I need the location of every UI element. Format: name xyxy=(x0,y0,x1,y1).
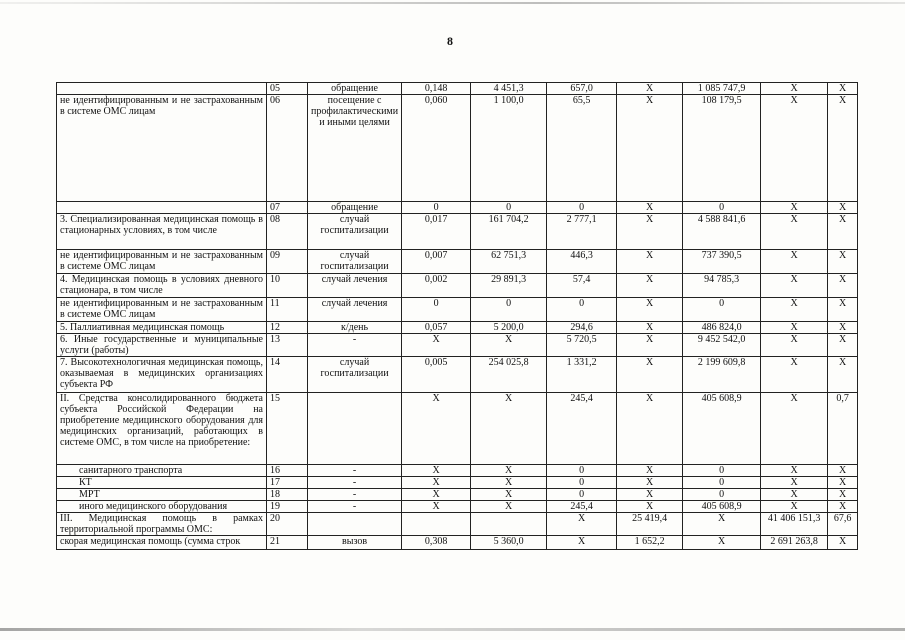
table-row xyxy=(57,83,858,95)
row-volume-norm: 0,005 xyxy=(402,357,471,393)
row-name: III. Медицинская помощь в рамках территориальной программы ОМС: xyxy=(57,513,267,536)
row-cost-norm: Х xyxy=(471,334,547,357)
row-per-capita-budget: Х xyxy=(547,513,617,536)
row-per-capita-budget: Х xyxy=(547,536,617,550)
row-percent: Х xyxy=(828,250,858,274)
row-cost-norm: Х xyxy=(471,393,547,465)
row-unit xyxy=(308,393,402,465)
row-per-capita-budget: 294,6 xyxy=(547,322,617,334)
row-cost-norm: 0 xyxy=(471,202,547,214)
row-per-capita-oms: Х xyxy=(617,465,683,477)
row-cost-norm: 5 200,0 xyxy=(471,322,547,334)
row-per-capita-oms: Х xyxy=(617,334,683,357)
row-name: 7. Высокотехнологичная медицинская помощь, оказываемая в медицинских организациях субъекта РФ xyxy=(57,357,267,393)
row-percent: Х xyxy=(828,214,858,250)
row-cost-budget: Х xyxy=(683,513,761,536)
row-per-capita-oms: Х xyxy=(617,393,683,465)
report-table xyxy=(56,82,858,550)
report-table-body xyxy=(57,83,858,550)
row-code: 16 xyxy=(267,465,308,477)
row-cost-budget: 108 179,5 xyxy=(683,95,761,202)
scan-edge-top xyxy=(0,2,905,4)
row-code: 15 xyxy=(267,393,308,465)
row-volume-norm xyxy=(402,513,471,536)
table-row xyxy=(57,536,858,550)
row-code: 08 xyxy=(267,214,308,250)
row-per-capita-budget: 245,4 xyxy=(547,501,617,513)
row-percent: 0,7 xyxy=(828,393,858,465)
row-code: 10 xyxy=(267,274,308,298)
row-volume-norm: 0,308 xyxy=(402,536,471,550)
row-per-capita-oms: Х xyxy=(617,214,683,250)
table-row xyxy=(57,393,858,465)
row-per-capita-oms: 1 652,2 xyxy=(617,536,683,550)
row-cost-oms: Х xyxy=(761,334,828,357)
row-cost-oms: 41 406 151,3 xyxy=(761,513,828,536)
row-cost-budget: 0 xyxy=(683,465,761,477)
row-unit: - xyxy=(308,334,402,357)
table-row xyxy=(57,202,858,214)
row-cost-oms: Х xyxy=(761,357,828,393)
row-unit: случай госпитализации xyxy=(308,357,402,393)
row-name: МРТ xyxy=(57,489,267,501)
table-row xyxy=(57,334,858,357)
row-cost-oms: Х xyxy=(761,465,828,477)
row-code: 07 xyxy=(267,202,308,214)
row-percent: Х xyxy=(828,501,858,513)
row-cost-norm: 62 751,3 xyxy=(471,250,547,274)
table-row xyxy=(57,477,858,489)
row-per-capita-oms: Х xyxy=(617,95,683,202)
row-unit: случай лечения xyxy=(308,298,402,322)
row-cost-norm: Х xyxy=(471,489,547,501)
row-name: 4. Медицинская помощь в условиях дневного стационара, в том числе xyxy=(57,274,267,298)
row-per-capita-budget: 0 xyxy=(547,477,617,489)
row-per-capita-oms: Х xyxy=(617,501,683,513)
table-row xyxy=(57,298,858,322)
row-code: 17 xyxy=(267,477,308,489)
row-cost-budget: 0 xyxy=(683,477,761,489)
row-per-capita-budget: 0 xyxy=(547,489,617,501)
row-per-capita-budget: 5 720,5 xyxy=(547,334,617,357)
row-cost-oms: Х xyxy=(761,250,828,274)
row-volume-norm: Х xyxy=(402,393,471,465)
row-cost-norm: Х xyxy=(471,465,547,477)
row-cost-norm: 29 891,3 xyxy=(471,274,547,298)
row-per-capita-budget: 0 xyxy=(547,465,617,477)
row-cost-oms: 2 691 263,8 xyxy=(761,536,828,550)
row-percent: Х xyxy=(828,536,858,550)
row-cost-oms: Х xyxy=(761,274,828,298)
row-name: 5. Паллиативная медицинская помощь xyxy=(57,322,267,334)
row-code: 21 xyxy=(267,536,308,550)
row-unit: к/день xyxy=(308,322,402,334)
row-cost-oms: Х xyxy=(761,202,828,214)
row-percent: Х xyxy=(828,322,858,334)
row-unit: случай госпитализации xyxy=(308,214,402,250)
row-unit: вызов xyxy=(308,536,402,550)
row-unit: обращение xyxy=(308,202,402,214)
row-name: II. Средства консолидированного бюджета субъекта Российской Федерации на приобретение медицинского оборудования для медицинских организаций, работающих в системе ОМС, в том числе на приобретение: xyxy=(57,393,267,465)
row-percent: Х xyxy=(828,298,858,322)
table-row xyxy=(57,357,858,393)
row-percent: Х xyxy=(828,489,858,501)
table-row xyxy=(57,95,858,202)
row-name: скорая медицинская помощь (сумма строк xyxy=(57,536,267,550)
row-cost-budget: 737 390,5 xyxy=(683,250,761,274)
table-row xyxy=(57,489,858,501)
row-code: 13 xyxy=(267,334,308,357)
row-name: 3. Специализированная медицинская помощь в стационарных условиях, в том числе xyxy=(57,214,267,250)
row-cost-norm: Х xyxy=(471,501,547,513)
row-per-capita-oms: Х xyxy=(617,250,683,274)
table-row xyxy=(57,465,858,477)
row-volume-norm: 0,002 xyxy=(402,274,471,298)
row-cost-norm: 5 360,0 xyxy=(471,536,547,550)
row-unit: - xyxy=(308,477,402,489)
row-code: 18 xyxy=(267,489,308,501)
row-per-capita-oms: Х xyxy=(617,83,683,95)
row-name xyxy=(57,202,267,214)
row-cost-norm: 1 100,0 xyxy=(471,95,547,202)
row-per-capita-oms: Х xyxy=(617,298,683,322)
row-name xyxy=(57,83,267,95)
row-percent: Х xyxy=(828,477,858,489)
row-name: КТ xyxy=(57,477,267,489)
row-cost-norm: 0 xyxy=(471,298,547,322)
row-per-capita-oms: Х xyxy=(617,274,683,298)
row-name: санитарного транспорта xyxy=(57,465,267,477)
row-unit: случай лечения xyxy=(308,274,402,298)
row-cost-norm: 4 451,3 xyxy=(471,83,547,95)
row-volume-norm: Х xyxy=(402,501,471,513)
row-cost-budget: 0 xyxy=(683,202,761,214)
row-code: 06 xyxy=(267,95,308,202)
row-per-capita-budget: 0 xyxy=(547,202,617,214)
row-percent: Х xyxy=(828,202,858,214)
row-per-capita-oms: Х xyxy=(617,489,683,501)
row-cost-budget: 0 xyxy=(683,298,761,322)
row-per-capita-oms: Х xyxy=(617,322,683,334)
row-code: 12 xyxy=(267,322,308,334)
row-volume-norm: 0 xyxy=(402,298,471,322)
row-cost-oms: Х xyxy=(761,83,828,95)
row-unit: - xyxy=(308,489,402,501)
row-volume-norm: 0,057 xyxy=(402,322,471,334)
row-cost-budget: 1 085 747,9 xyxy=(683,83,761,95)
row-volume-norm: 0,060 xyxy=(402,95,471,202)
table-row xyxy=(57,513,858,536)
row-volume-norm: 0,148 xyxy=(402,83,471,95)
row-name: не идентифицированным и не застрахованным в системе ОМС лицам xyxy=(57,298,267,322)
row-code: 14 xyxy=(267,357,308,393)
row-cost-budget: 486 824,0 xyxy=(683,322,761,334)
row-code: 05 xyxy=(267,83,308,95)
row-per-capita-budget: 245,4 xyxy=(547,393,617,465)
row-cost-budget: 0 xyxy=(683,489,761,501)
row-per-capita-oms: Х xyxy=(617,477,683,489)
row-unit: - xyxy=(308,501,402,513)
row-unit: случай госпитализации xyxy=(308,250,402,274)
row-cost-oms: Х xyxy=(761,298,828,322)
row-code: 09 xyxy=(267,250,308,274)
row-volume-norm: Х xyxy=(402,477,471,489)
table-row xyxy=(57,250,858,274)
row-cost-norm: 254 025,8 xyxy=(471,357,547,393)
row-per-capita-budget: 57,4 xyxy=(547,274,617,298)
row-code: 20 xyxy=(267,513,308,536)
row-percent: Х xyxy=(828,95,858,202)
row-per-capita-budget: 1 331,2 xyxy=(547,357,617,393)
row-cost-budget: 405 608,9 xyxy=(683,501,761,513)
row-cost-oms: Х xyxy=(761,393,828,465)
row-cost-oms: Х xyxy=(761,214,828,250)
row-percent: Х xyxy=(828,357,858,393)
table-row xyxy=(57,322,858,334)
row-per-capita-oms: Х xyxy=(617,202,683,214)
row-per-capita-budget: 0 xyxy=(547,298,617,322)
page-number: 8 xyxy=(447,34,453,48)
row-per-capita-budget: 446,3 xyxy=(547,250,617,274)
row-cost-norm: 161 704,2 xyxy=(471,214,547,250)
row-volume-norm: 0,007 xyxy=(402,250,471,274)
row-name: не идентифицированным и не застрахованным в системе ОМС лицам xyxy=(57,250,267,274)
row-cost-norm xyxy=(471,513,547,536)
table-row xyxy=(57,274,858,298)
row-cost-oms: Х xyxy=(761,477,828,489)
row-percent: 67,6 xyxy=(828,513,858,536)
row-cost-norm: Х xyxy=(471,477,547,489)
row-cost-oms: Х xyxy=(761,489,828,501)
row-percent: Х xyxy=(828,83,858,95)
row-cost-budget: Х xyxy=(683,536,761,550)
row-code: 11 xyxy=(267,298,308,322)
scan-edge-bottom xyxy=(0,628,905,631)
row-cost-oms: Х xyxy=(761,322,828,334)
row-volume-norm: 0,017 xyxy=(402,214,471,250)
row-cost-budget: 9 452 542,0 xyxy=(683,334,761,357)
row-percent: Х xyxy=(828,334,858,357)
row-cost-budget: 405 608,9 xyxy=(683,393,761,465)
row-volume-norm: Х xyxy=(402,489,471,501)
row-unit: посещение с профилактическими и иными целями xyxy=(308,95,402,202)
row-percent: Х xyxy=(828,465,858,477)
table-row xyxy=(57,214,858,250)
row-cost-budget: 4 588 841,6 xyxy=(683,214,761,250)
row-cost-budget: 94 785,3 xyxy=(683,274,761,298)
row-name: 6. Иные государственные и муниципальные услуги (работы) xyxy=(57,334,267,357)
row-volume-norm: Х xyxy=(402,334,471,357)
row-per-capita-budget: 2 777,1 xyxy=(547,214,617,250)
row-name: не идентифицированным и не застрахованным в системе ОМС лицам xyxy=(57,95,267,202)
row-cost-oms: Х xyxy=(761,501,828,513)
row-unit: - xyxy=(308,465,402,477)
row-per-capita-oms: 25 419,4 xyxy=(617,513,683,536)
row-per-capita-budget: 65,5 xyxy=(547,95,617,202)
row-cost-budget: 2 199 609,8 xyxy=(683,357,761,393)
row-code: 19 xyxy=(267,501,308,513)
row-volume-norm: 0 xyxy=(402,202,471,214)
row-name: иного медицинского оборудования xyxy=(57,501,267,513)
row-unit: обращение xyxy=(308,83,402,95)
row-per-capita-budget: 657,0 xyxy=(547,83,617,95)
row-unit xyxy=(308,513,402,536)
row-volume-norm: Х xyxy=(402,465,471,477)
table-row xyxy=(57,501,858,513)
row-percent: Х xyxy=(828,274,858,298)
row-per-capita-oms: Х xyxy=(617,357,683,393)
row-cost-oms: Х xyxy=(761,95,828,202)
